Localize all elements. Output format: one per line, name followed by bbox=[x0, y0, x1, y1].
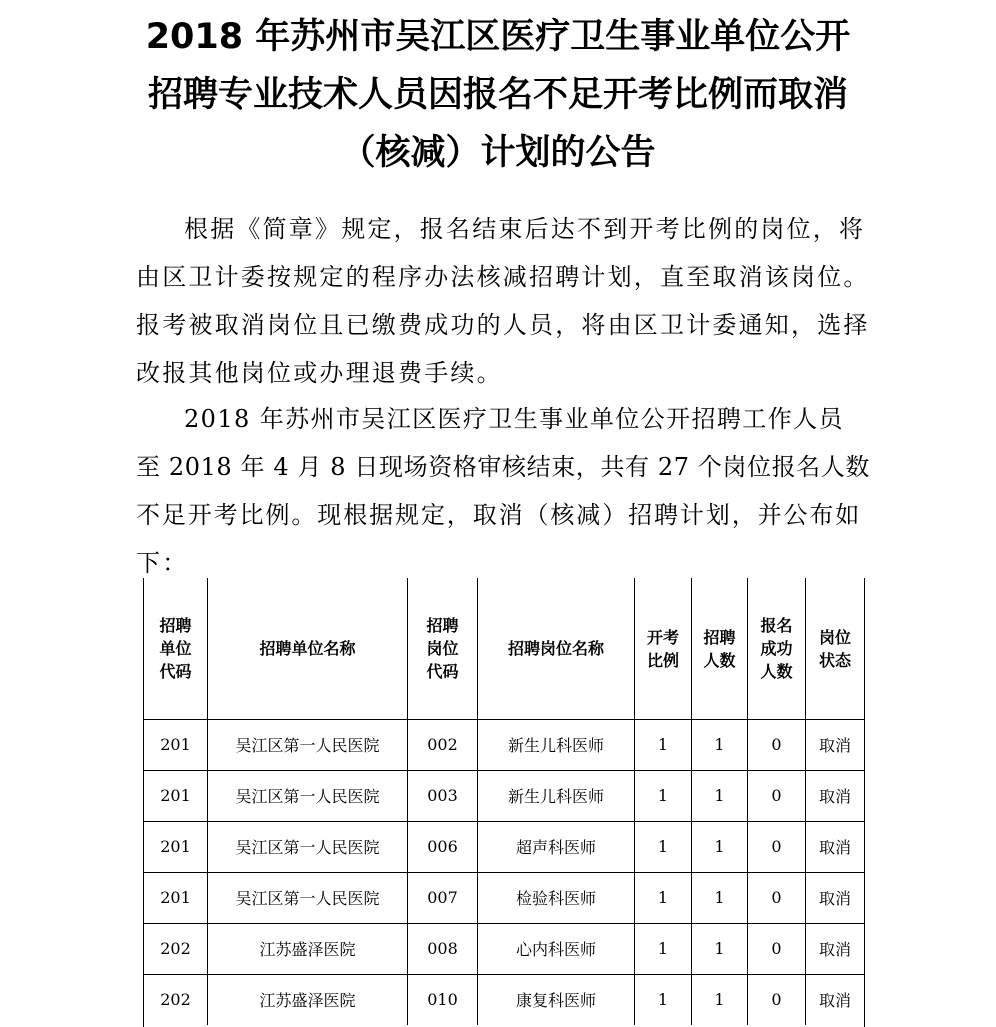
header-text: 招聘单位名称 bbox=[259, 639, 356, 658]
cell-unit-name bbox=[208, 923, 408, 974]
cell-recruit-count bbox=[692, 872, 748, 923]
cell-applied-count bbox=[748, 974, 806, 1025]
paragraph-line: 至 2018 年 4 月 8 日现场资格审核结束，共有 27 个岗位报名人数 bbox=[136, 453, 870, 481]
cell-post-code bbox=[408, 872, 478, 923]
header-text: 岗位 bbox=[818, 627, 851, 647]
cell-text: 取消 bbox=[818, 787, 851, 806]
cell-recruit-count bbox=[692, 923, 748, 974]
cell-text: 201 bbox=[160, 735, 191, 754]
table-row bbox=[144, 872, 864, 924]
header-text: 招聘 bbox=[159, 616, 192, 635]
cell-unit-name bbox=[208, 974, 408, 1025]
cell-unit-code bbox=[144, 770, 208, 821]
cell-applied-count bbox=[748, 719, 806, 770]
cell-text: 202 bbox=[160, 990, 191, 1009]
paragraph-line: 下： bbox=[136, 549, 189, 577]
cell-recruit-count bbox=[692, 974, 748, 1025]
cancelled-posts-table bbox=[143, 578, 865, 1027]
cell-text: 新生儿科医师 bbox=[507, 787, 604, 806]
cell-text: 取消 bbox=[818, 991, 851, 1010]
cell-text: 003 bbox=[427, 786, 458, 805]
cell-text: 取消 bbox=[818, 889, 851, 908]
cell-text: 1 bbox=[657, 888, 669, 907]
cell-text: 取消 bbox=[818, 736, 851, 755]
header-post-name bbox=[478, 578, 635, 719]
cell-applied-count bbox=[748, 872, 806, 923]
cell-text: 1 bbox=[714, 888, 725, 907]
cell-text: 江苏盛泽医院 bbox=[259, 991, 356, 1010]
paragraph-line: 根据《简章》规定，报名结束后达不到开考比例的岗位，将 bbox=[184, 215, 866, 243]
table-row bbox=[144, 719, 864, 771]
cell-text: 1 bbox=[714, 837, 725, 856]
header-unit-name bbox=[208, 578, 408, 719]
cell-unit-code bbox=[144, 821, 208, 872]
cell-post-code bbox=[408, 974, 478, 1025]
cell-text: 吴江区第一人民医院 bbox=[235, 889, 380, 908]
cell-text: 心内科医师 bbox=[515, 940, 596, 959]
cell-exam-ratio bbox=[635, 821, 692, 872]
cell-post-name bbox=[478, 821, 635, 872]
cell-status bbox=[806, 770, 864, 821]
cell-recruit-count bbox=[692, 770, 748, 821]
cell-text: 0 bbox=[771, 837, 782, 856]
cell-text: 江苏盛泽医院 bbox=[259, 940, 356, 959]
cell-text: 吴江区第一人民医院 bbox=[235, 736, 380, 755]
cell-text: 010 bbox=[427, 990, 458, 1009]
header-text: 比例 bbox=[646, 650, 679, 670]
paragraph-line: 由区卫计委按规定的程序办法核减招聘计划，直至取消该岗位。 bbox=[136, 263, 870, 291]
header-unit-code bbox=[144, 578, 208, 719]
cell-text: 吴江区第一人民医院 bbox=[235, 787, 380, 806]
cell-recruit-count bbox=[692, 719, 748, 770]
header-text: 状态 bbox=[818, 650, 851, 670]
cell-exam-ratio bbox=[635, 923, 692, 974]
cell-text: 202 bbox=[160, 939, 191, 958]
cell-text: 超声科医师 bbox=[515, 838, 596, 857]
cell-text: 检验科医师 bbox=[515, 889, 596, 908]
table-header-row bbox=[144, 578, 864, 720]
header-text: 人数 bbox=[760, 662, 793, 681]
cell-unit-code bbox=[144, 872, 208, 923]
cell-status bbox=[806, 923, 864, 974]
cell-exam-ratio bbox=[635, 872, 692, 923]
header-status bbox=[806, 578, 864, 719]
cell-text: 006 bbox=[427, 837, 458, 856]
cell-exam-ratio bbox=[635, 719, 692, 770]
cell-text: 1 bbox=[657, 735, 669, 754]
header-text: 开考 bbox=[646, 627, 679, 647]
cell-text: 201 bbox=[160, 786, 191, 805]
cell-post-code bbox=[408, 719, 478, 770]
header-recruit-count bbox=[692, 578, 748, 719]
cell-exam-ratio bbox=[635, 974, 692, 1025]
paragraph-line: 报考被取消岗位且已缴费成功的人员，将由区卫计委通知，选择 bbox=[136, 311, 870, 339]
cell-exam-ratio bbox=[635, 770, 692, 821]
header-text: 成功 bbox=[760, 639, 793, 658]
paragraph-line: 改报其他岗位或办理退费手续。 bbox=[136, 359, 503, 387]
cell-text: 取消 bbox=[818, 940, 851, 959]
cell-unit-name bbox=[208, 719, 408, 770]
header-applied-count bbox=[748, 578, 806, 719]
cell-text: 0 bbox=[771, 735, 782, 754]
table-row bbox=[144, 821, 864, 873]
cell-unit-code bbox=[144, 719, 208, 770]
cell-post-name bbox=[478, 974, 635, 1025]
cell-text: 康复科医师 bbox=[515, 991, 596, 1010]
cell-post-code bbox=[408, 923, 478, 974]
cell-text: 吴江区第一人民医院 bbox=[235, 838, 380, 857]
cell-unit-name bbox=[208, 770, 408, 821]
paragraph-line: 不足开考比例。现根据规定，取消（核减）招聘计划，并公布如 bbox=[136, 501, 862, 529]
table-row bbox=[144, 923, 864, 975]
cell-text: 0 bbox=[771, 990, 782, 1009]
cell-text: 取消 bbox=[818, 838, 851, 857]
cell-post-name bbox=[478, 719, 635, 770]
cell-text: 002 bbox=[427, 735, 458, 754]
table-row bbox=[144, 770, 864, 822]
cell-applied-count bbox=[748, 923, 806, 974]
cell-text: 1 bbox=[714, 735, 725, 754]
header-text: 岗位 bbox=[426, 639, 459, 658]
title-line: （核减）计划的公告 bbox=[340, 133, 656, 173]
paragraph-line: 2018 年苏州市吴江区医疗卫生事业单位公开招聘工作人员 bbox=[184, 405, 844, 433]
title-line: 2018 年苏州市吴江区医疗卫生事业单位公开 bbox=[145, 17, 851, 57]
header-text: 代码 bbox=[426, 662, 459, 681]
cell-post-name bbox=[478, 872, 635, 923]
cell-text: 新生儿科医师 bbox=[507, 736, 604, 755]
cell-status bbox=[806, 719, 864, 770]
cell-unit-code bbox=[144, 974, 208, 1025]
cell-post-name bbox=[478, 770, 635, 821]
cell-text: 1 bbox=[714, 990, 725, 1009]
cell-text: 1 bbox=[657, 837, 669, 856]
cell-post-code bbox=[408, 821, 478, 872]
cell-text: 1 bbox=[714, 939, 725, 958]
cell-text: 1 bbox=[714, 786, 725, 805]
cell-unit-code bbox=[144, 923, 208, 974]
cell-text: 1 bbox=[657, 939, 669, 958]
header-text: 报名 bbox=[760, 616, 793, 635]
cell-status bbox=[806, 974, 864, 1025]
cell-unit-name bbox=[208, 821, 408, 872]
header-post-code bbox=[408, 578, 478, 719]
header-exam-ratio bbox=[635, 578, 692, 719]
cell-text: 1 bbox=[657, 786, 669, 805]
cell-text: 008 bbox=[427, 939, 458, 958]
table-row bbox=[144, 974, 864, 1025]
cell-text: 007 bbox=[427, 888, 458, 907]
cell-status bbox=[806, 821, 864, 872]
cell-post-code bbox=[408, 770, 478, 821]
header-text: 招聘 bbox=[703, 627, 736, 647]
cell-text: 0 bbox=[771, 888, 782, 907]
cell-applied-count bbox=[748, 770, 806, 821]
title-line: 招聘专业技术人员因报名不足开考比例而取消 bbox=[147, 75, 848, 115]
cell-status bbox=[806, 872, 864, 923]
cell-recruit-count bbox=[692, 821, 748, 872]
header-text: 单位 bbox=[159, 639, 192, 658]
header-text: 招聘 bbox=[426, 616, 459, 635]
cell-text: 0 bbox=[771, 939, 782, 958]
cell-text: 1 bbox=[657, 990, 669, 1009]
cell-applied-count bbox=[748, 821, 806, 872]
cell-text: 0 bbox=[771, 786, 782, 805]
cell-unit-name bbox=[208, 872, 408, 923]
cell-text: 201 bbox=[160, 837, 191, 856]
header-text: 人数 bbox=[703, 650, 736, 670]
cell-post-name bbox=[478, 923, 635, 974]
header-text: 招聘岗位名称 bbox=[507, 639, 604, 658]
cell-text: 201 bbox=[160, 888, 191, 907]
header-text: 代码 bbox=[159, 662, 192, 681]
